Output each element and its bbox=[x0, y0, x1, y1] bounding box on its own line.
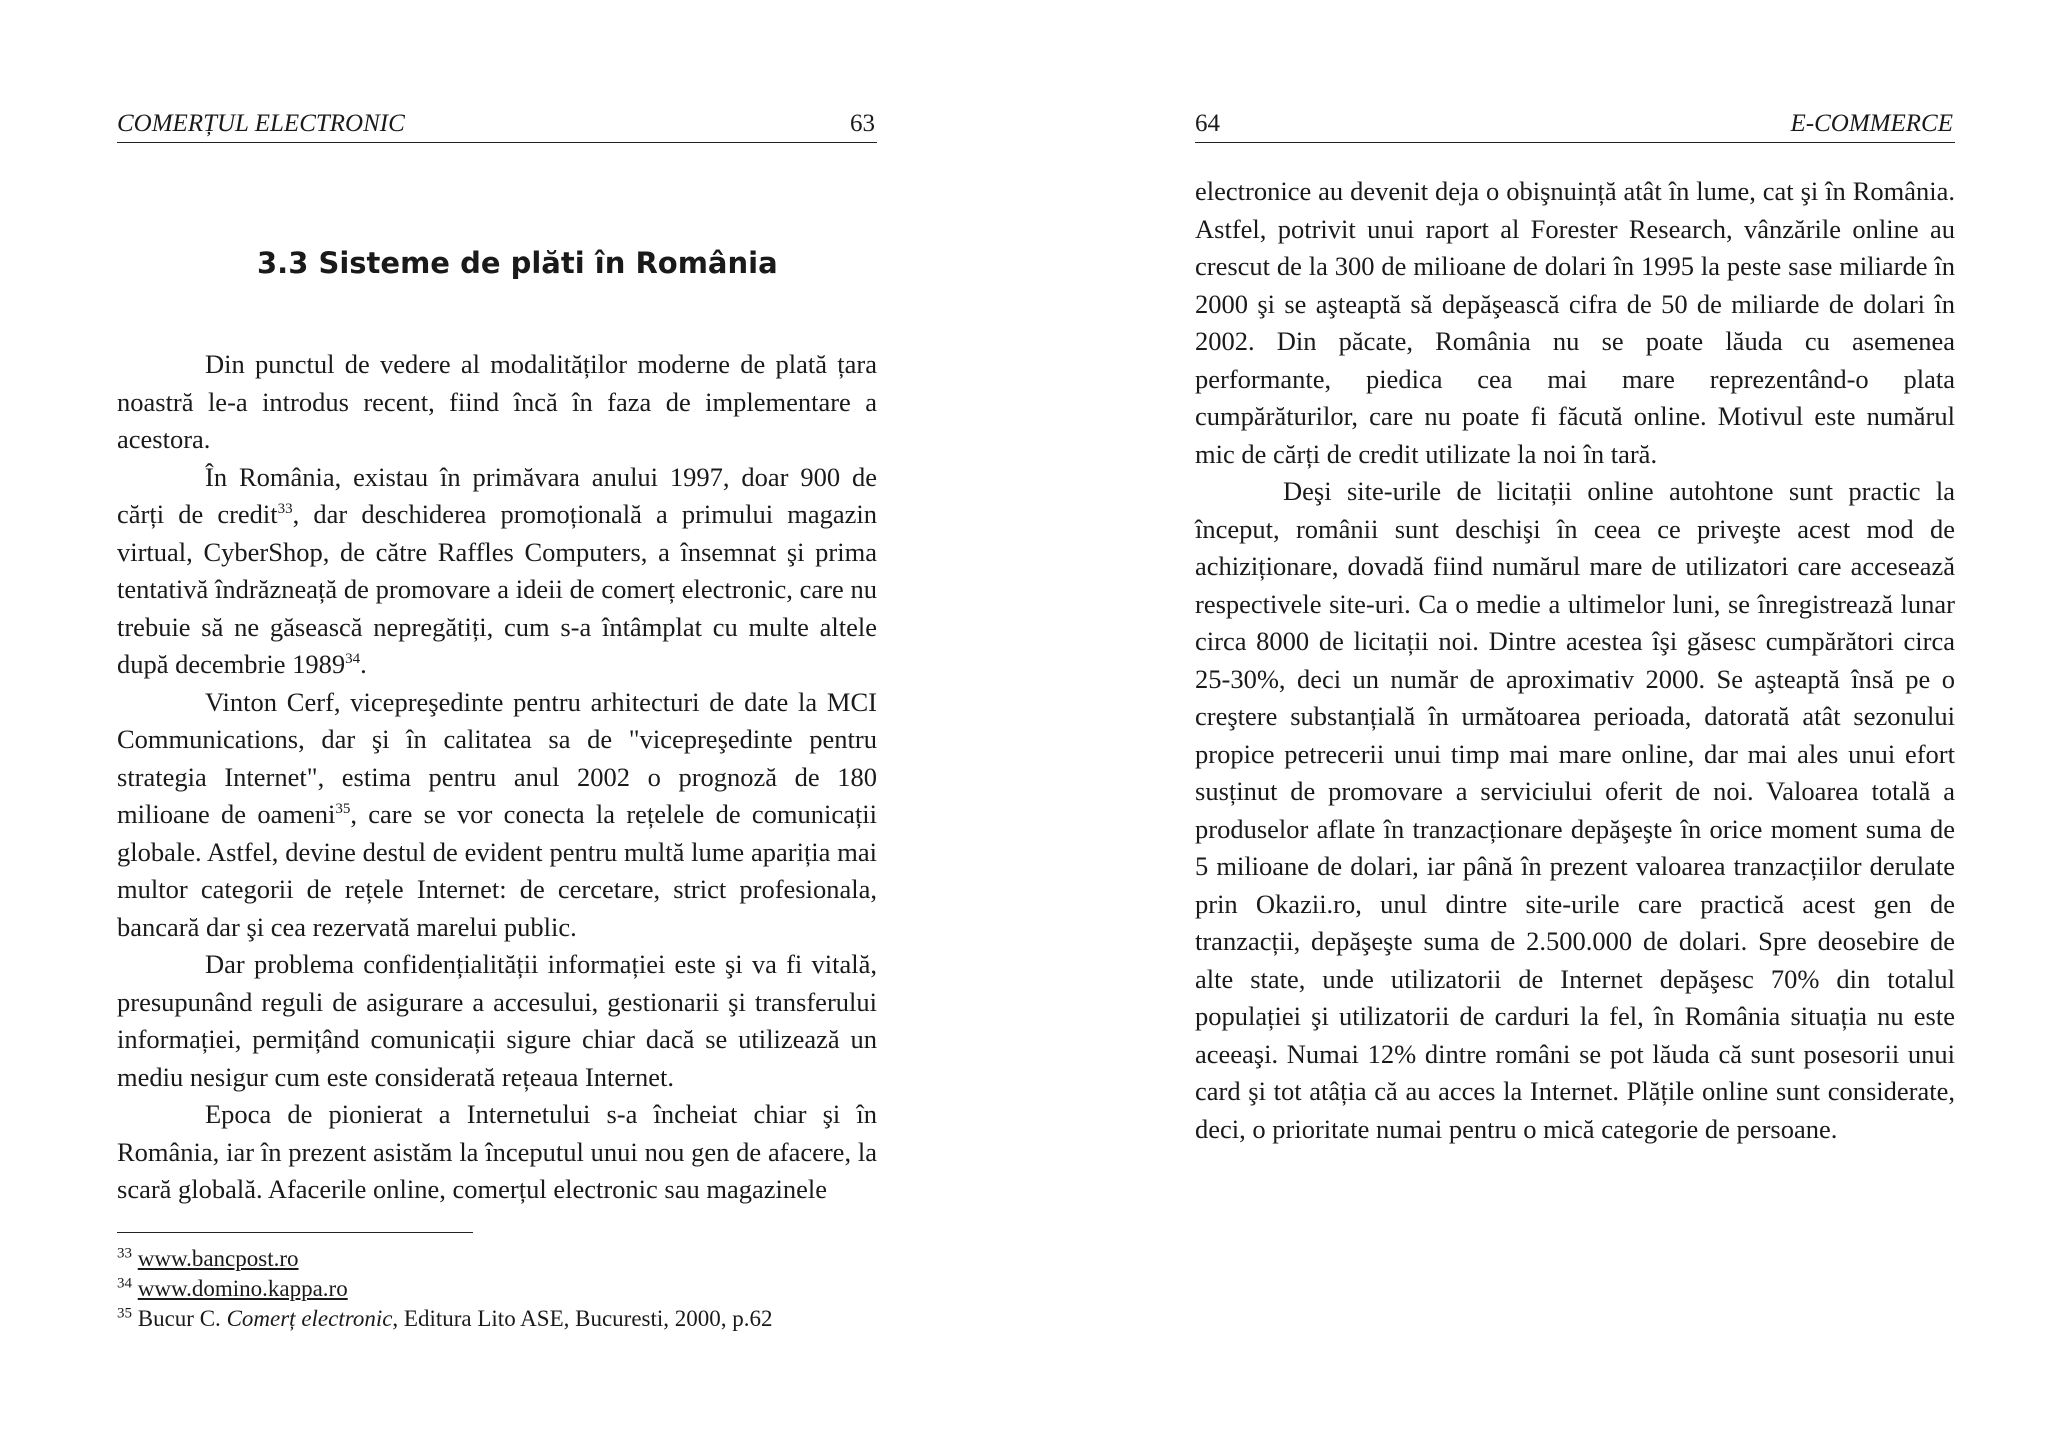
paragraph-text: . bbox=[360, 649, 367, 679]
footnote-link[interactable]: www.bancpost.ro bbox=[137, 1246, 299, 1271]
paragraph: Epoca de pionierat a Internetului s-a încheiat chiar şi în România, iar în prezent asistăm la începutul unui nou gen de afacere, la scară globală. Afacerile online, comerțul electronic sau magazinele bbox=[117, 1099, 877, 1204]
paragraph-text: , dar deschiderea promoțională a primului magazin virtual, CyberShop, de către Raffles Computers, a însemnat şi prima tentativă îndrăzneață de promovare a ideii de comerț electronic, care nu trebuie să ne găsească nepregătiți, cum s-a întâmplat cu multe altele după decembrie 1989 bbox=[117, 499, 877, 679]
paragraph bbox=[117, 684, 877, 947]
body-text-right bbox=[1195, 173, 1955, 1148]
paragraph: Dar problema confidențialității informației este şi va fi vitală, presupunând reguli de asigurare a accesului, gestionarii şi transferului informației, permițând comunicații sigure chiar dacă se utilizează un mediu nesigur cum este considerată rețeaua Internet. bbox=[117, 949, 877, 1092]
right-page bbox=[1195, 0, 1955, 1448]
footnote-ref[interactable]: 34 bbox=[345, 651, 361, 668]
footnote-divider bbox=[117, 1232, 473, 1233]
footnote bbox=[117, 1274, 877, 1304]
running-title: COMERȚUL ELECTRONIC bbox=[117, 110, 405, 137]
footnote-number: 35 bbox=[117, 1305, 132, 1322]
footnote-author: Bucur C. bbox=[137, 1306, 221, 1331]
paragraph: Din punctul de vedere al modalităților moderne de plată țara noastră le-a introdus recent, fiind încă în faza de implementare a acestora. bbox=[117, 349, 877, 454]
section-heading: 3.3 Sisteme de plăti în România bbox=[257, 246, 778, 280]
footnote bbox=[117, 1244, 877, 1274]
footnote-number: 33 bbox=[117, 1245, 132, 1262]
left-page bbox=[117, 0, 877, 1448]
footnotes bbox=[117, 1244, 877, 1334]
paragraph-text: Vinton Cerf, vicepreşedinte pentru arhitecturi de date la MCI Communications, dar şi în calitatea sa de "vicepreşedinte pentru strategia Internet", estima pentru anul 2002 o prognoză de 180 milioane de oameni bbox=[117, 686, 877, 829]
footnote-details: , Editura Lito ASE, Bucuresti, 2000, p.62 bbox=[392, 1306, 773, 1331]
running-header-left bbox=[117, 108, 877, 143]
page-number: 63 bbox=[850, 110, 875, 137]
paragraph bbox=[117, 459, 877, 684]
footnote-ref[interactable]: 33 bbox=[277, 501, 293, 518]
body-text-left bbox=[117, 346, 877, 1209]
page-number: 64 bbox=[1195, 110, 1220, 137]
paragraph-text: , care se vor conecta la rețelele de comunicații globale. Astfel, devine destul de evident pentru multă lume apariția mai multor categorii de rețele Internet: de cercetare, strict profesionala, bancară dar şi cea rezervată marelui public. bbox=[117, 799, 877, 942]
footnote-book-title: Comerț electronic bbox=[226, 1306, 393, 1331]
footnote-number: 34 bbox=[117, 1275, 132, 1292]
paragraph: Deşi site-urile de licitații online autohtone sunt practic la început, românii sunt deschişi în ceea ce priveşte acest mod de achiziționare, dovadă fiind numărul mare de utilizatori care accesează respectivele site-uri. Ca o medie a ultimelor luni, se înregistrează lunar circa 8000 de licitații noi. Dintre acestea îşi găsesc cumpărători circa 25-30%, deci un număr de aproximativ 2000. Se aşteaptă însă pe o creştere substanțială în următoarea perioada, datorată atât sezonului propice petrecerii unui timp mai mare online, dar mai ales unui efort susținut de promovare a serviciului oferit de noi. Valoarea totală a produselor aflate în tranzacționare depăşeşte în orice moment suma de 5 milioane de dolari, iar până în prezent valoarea tranzacțiilor derulate prin Okazii.ro, unul dintre site-urile care practică acest gen de tranzacții, depăşeşte suma de 2.500.000 de dolari. Spre deosebire de alte state, unde utilizatorii de Internet depăşesc 70% din totalul populației şi utilizatorii de carduri la fel, în România situația nu este aceeaşi. Numai 12% dintre români se pot lăuda că sunt posesorii unui card şi tot atâția că au acces la Internet. Plățile online sunt considerate, deci, o prioritate numai pentru o mică categorie de persoane. bbox=[1195, 476, 1955, 1144]
paragraph: electronice au devenit deja o obişnuință atât în lume, cat şi în România. Astfel, potrivit unui raport al Forester Research, vânzările online au crescut de la 300 de milioane de dolari în 1995 la peste sase miliarde în 2000 şi se aşteaptă să depăşească cifra de 50 de miliarde de dolari în 2002. Din păcate, România nu se poate lăuda cu asemenea performante, piedica cea mai mare reprezentând-o plata cumpărăturilor, care nu poate fi făcută online. Motivul este numărul mic de cărți de credit utilizate la noi în tară. bbox=[1195, 176, 1955, 469]
footnote-ref[interactable]: 35 bbox=[335, 801, 351, 818]
footnote bbox=[117, 1304, 877, 1334]
running-title: E-COMMERCE bbox=[1790, 110, 1953, 137]
paragraph-text: În România, existau în primăvara anului 1997, doar 900 de cărți de credit bbox=[117, 461, 877, 529]
running-header-right bbox=[1195, 108, 1955, 143]
footnote-link[interactable]: www.domino.kappa.ro bbox=[137, 1276, 348, 1301]
